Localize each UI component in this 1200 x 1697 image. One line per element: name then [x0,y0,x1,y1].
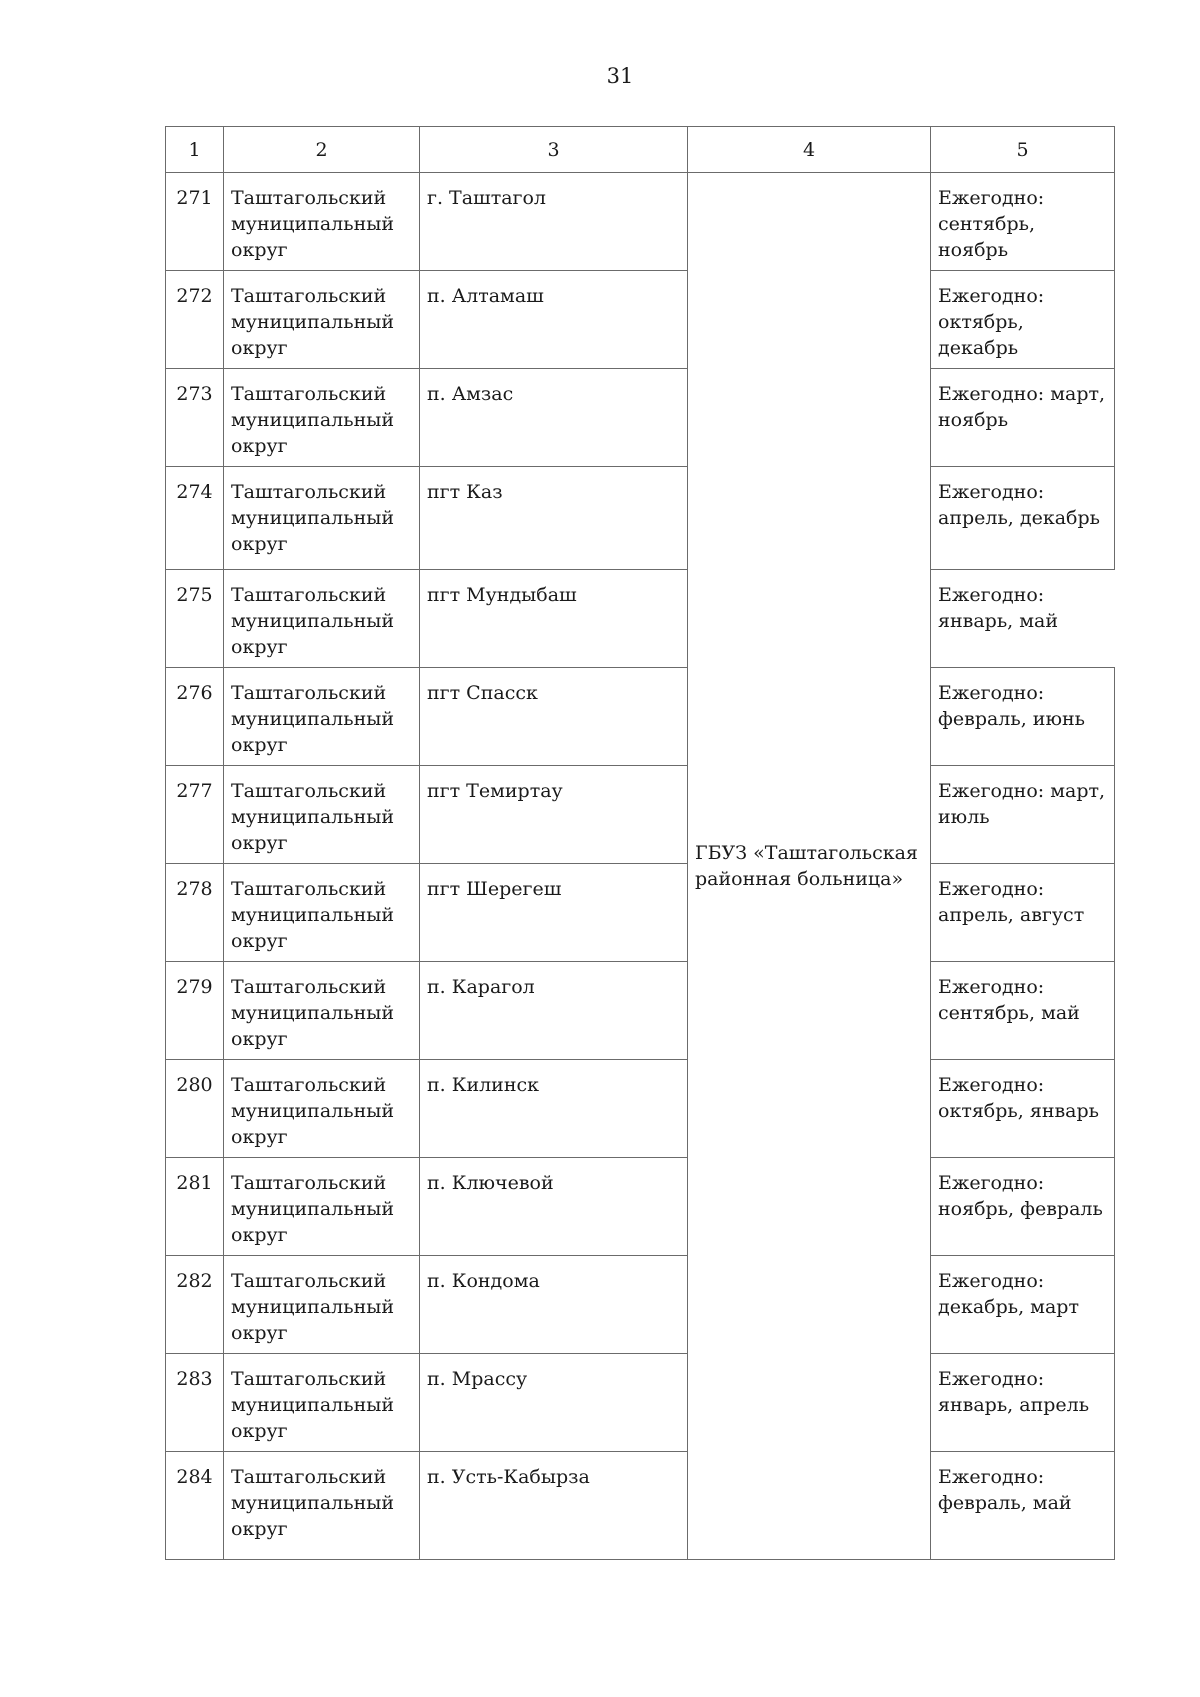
row-number: 281 [166,1158,224,1256]
schedule-period-cell: Ежегодно: сентябрь, ноябрь [931,173,1115,271]
row-number: 272 [166,271,224,369]
schedule-period-cell: Ежегодно: январь, апрель [931,1354,1115,1452]
settlement-cell: пгт Спасск [420,668,688,766]
settlement-cell: п. Кондома [420,1256,688,1354]
settlement-cell: пгт Шерегеш [420,864,688,962]
district-cell: Таштагольский муниципальный округ [224,369,420,467]
district-cell: Таштагольский муниципальный округ [224,271,420,369]
settlement-cell: п. Килинск [420,1060,688,1158]
institution-cell: ГБУЗ «Таштагольская районная больница» [688,173,931,1560]
table-row [166,369,1115,467]
column-header-1: 1 [166,127,224,173]
table-row [166,467,1115,570]
table-row [166,570,1115,668]
settlement-cell: п. Алтамаш [420,271,688,369]
settlement-cell: пгт Мундыбаш [420,570,688,668]
schedule-period-cell: Ежегодно: апрель, декабрь [931,467,1115,570]
settlement-cell: п. Амзас [420,369,688,467]
district-cell: Таштагольский муниципальный округ [224,668,420,766]
settlement-cell: пгт Темиртау [420,766,688,864]
table-body [166,173,1115,1560]
column-header-4: 4 [688,127,931,173]
column-header-2: 2 [224,127,420,173]
schedule-period-cell: Ежегодно: февраль, май [931,1452,1115,1560]
settlement-cell: п. Мрассу [420,1354,688,1452]
row-number: 278 [166,864,224,962]
schedule-period-cell: Ежегодно: октябрь, декабрь [931,271,1115,369]
district-cell: Таштагольский муниципальный округ [224,1060,420,1158]
district-cell: Таштагольский муниципальный округ [224,1354,420,1452]
district-cell: Таштагольский муниципальный округ [224,173,420,271]
column-header-5: 5 [931,127,1115,173]
table-row [166,766,1115,864]
schedule-period-cell: Ежегодно: февраль, июнь [931,668,1115,766]
settlement-cell: пгт Каз [420,467,688,570]
table-row [166,1060,1115,1158]
settlement-cell: г. Таштагол [420,173,688,271]
table-row [166,1158,1115,1256]
table-row [166,1452,1115,1560]
settlement-cell: п. Усть-Кабырза [420,1452,688,1560]
district-cell: Таштагольский муниципальный округ [224,467,420,570]
settlement-cell: п. Ключевой [420,1158,688,1256]
district-cell: Таштагольский муниципальный округ [224,1452,420,1560]
table-row [166,1256,1115,1354]
schedule-period-cell: Ежегодно: апрель, август [931,864,1115,962]
row-number: 276 [166,668,224,766]
schedule-period-cell: Ежегодно: январь, май [931,570,1115,668]
district-cell: Таштагольский муниципальный округ [224,1256,420,1354]
row-number: 283 [166,1354,224,1452]
row-number: 275 [166,570,224,668]
table-row [166,864,1115,962]
table-row [166,668,1115,766]
schedule-period-cell: Ежегодно: сентябрь, май [931,962,1115,1060]
row-number: 274 [166,467,224,570]
schedule-period-cell: Ежегодно: март, ноябрь [931,369,1115,467]
table-row [166,1354,1115,1452]
district-cell: Таштагольский муниципальный округ [224,570,420,668]
table-row [166,962,1115,1060]
district-cell: Таштагольский муниципальный округ [224,766,420,864]
district-cell: Таштагольский муниципальный округ [224,864,420,962]
row-number: 277 [166,766,224,864]
page-number: 31 [606,64,634,88]
schedule-period-cell: Ежегодно: март, июль [931,766,1115,864]
row-number: 279 [166,962,224,1060]
settlement-cell: п. Карагол [420,962,688,1060]
schedule-period-cell: Ежегодно: ноябрь, февраль [931,1158,1115,1256]
row-number: 273 [166,369,224,467]
row-number: 282 [166,1256,224,1354]
schedule-period-cell: Ежегодно: октябрь, январь [931,1060,1115,1158]
header-row [166,127,1115,173]
column-header-3: 3 [420,127,688,173]
schedule-period-cell: Ежегодно: декабрь, март [931,1256,1115,1354]
table-row [166,173,1115,271]
schedule-table [165,126,1115,1560]
district-cell: Таштагольский муниципальный округ [224,962,420,1060]
row-number: 271 [166,173,224,271]
row-number: 284 [166,1452,224,1560]
row-number: 280 [166,1060,224,1158]
district-cell: Таштагольский муниципальный округ [224,1158,420,1256]
table-row [166,271,1115,369]
